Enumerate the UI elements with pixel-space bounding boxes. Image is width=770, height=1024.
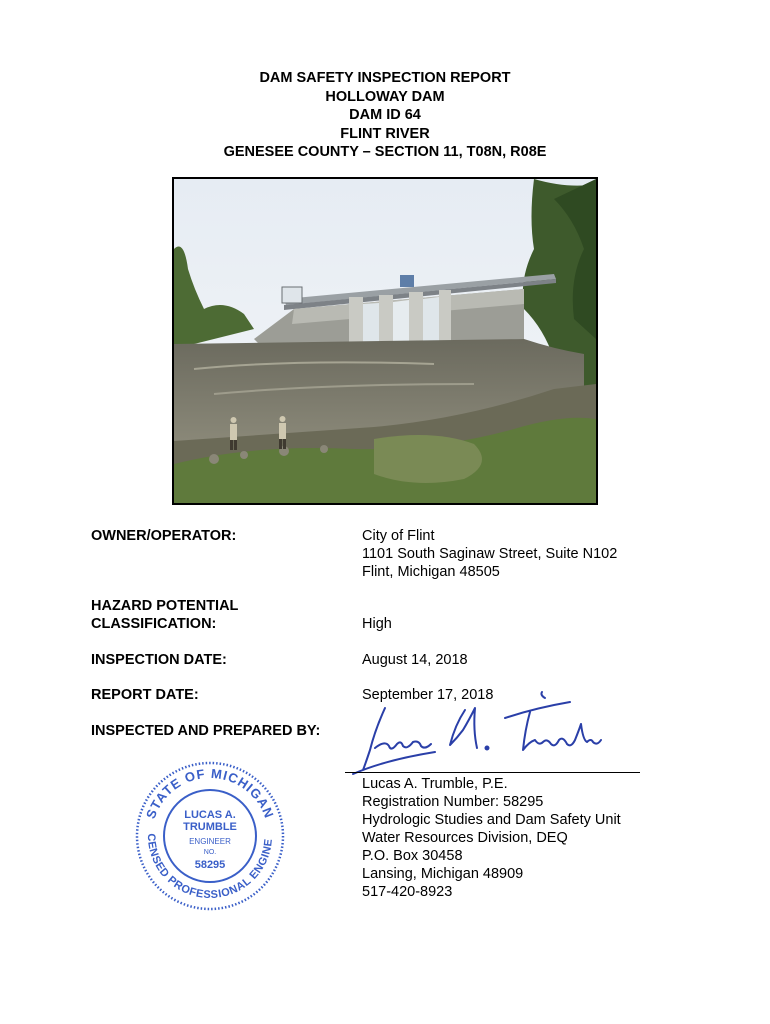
inspector-name: Lucas A. Trumble, P.E.	[362, 776, 508, 792]
inspector-po-box: P.O. Box 30458	[362, 848, 463, 864]
dam-photo	[172, 177, 598, 505]
seal-name-line1: LUCAS A.	[184, 809, 236, 821]
seal-no-label: NO.	[203, 849, 217, 856]
dam-name: HOLLOWAY DAM	[325, 88, 445, 105]
hazard-label-line1: HAZARD POTENTIAL	[91, 598, 239, 614]
seal-bottom-text: CENSED PROFESSIONAL ENGINE	[144, 833, 276, 902]
inspector-division: Water Resources Division, DEQ	[362, 830, 568, 846]
hazard-value: High	[362, 616, 392, 632]
inspection-date-value: August 14, 2018	[362, 652, 468, 668]
signature-line	[345, 772, 640, 773]
seal-engineer-label: ENGINEER	[189, 837, 231, 846]
owner-name: City of Flint	[362, 528, 435, 544]
seal-number: 58295	[194, 859, 226, 871]
inspector-city: Lansing, Michigan 48909	[362, 866, 524, 882]
report-date-value: September 17, 2018	[362, 687, 494, 703]
owner-address-line2: Flint, Michigan 48505	[362, 564, 500, 580]
river-name: FLINT RIVER	[340, 125, 430, 142]
seal-top-text: STATE OF MICHIGAN	[142, 765, 278, 821]
professional-engineer-seal	[134, 760, 286, 912]
inspector-registration: Registration Number: 58295	[362, 794, 544, 810]
prepared-by-label: INSPECTED AND PREPARED BY:	[91, 723, 321, 739]
owner-address-line1: 1101 South Saginaw Street, Suite N102	[362, 546, 618, 562]
county-section: GENESEE COUNTY – SECTION 11, T08N, R08E	[223, 144, 547, 160]
inspector-signature	[345, 690, 645, 778]
seal-name-line2: TRUMBLE	[183, 821, 237, 833]
report-date-label: REPORT DATE:	[91, 687, 199, 703]
inspector-phone: 517-420-8923	[362, 884, 453, 900]
inspection-date-label: INSPECTION DATE:	[91, 652, 227, 668]
hazard-label-line2: CLASSIFICATION:	[91, 616, 217, 632]
report-title: DAM SAFETY INSPECTION REPORT	[259, 70, 511, 86]
owner-label: OWNER/OPERATOR:	[91, 528, 237, 544]
report-title-block	[0, 69, 770, 162]
inspector-unit: Hydrologic Studies and Dam Safety Unit	[362, 812, 621, 828]
dam-id: DAM ID 64	[349, 107, 421, 123]
